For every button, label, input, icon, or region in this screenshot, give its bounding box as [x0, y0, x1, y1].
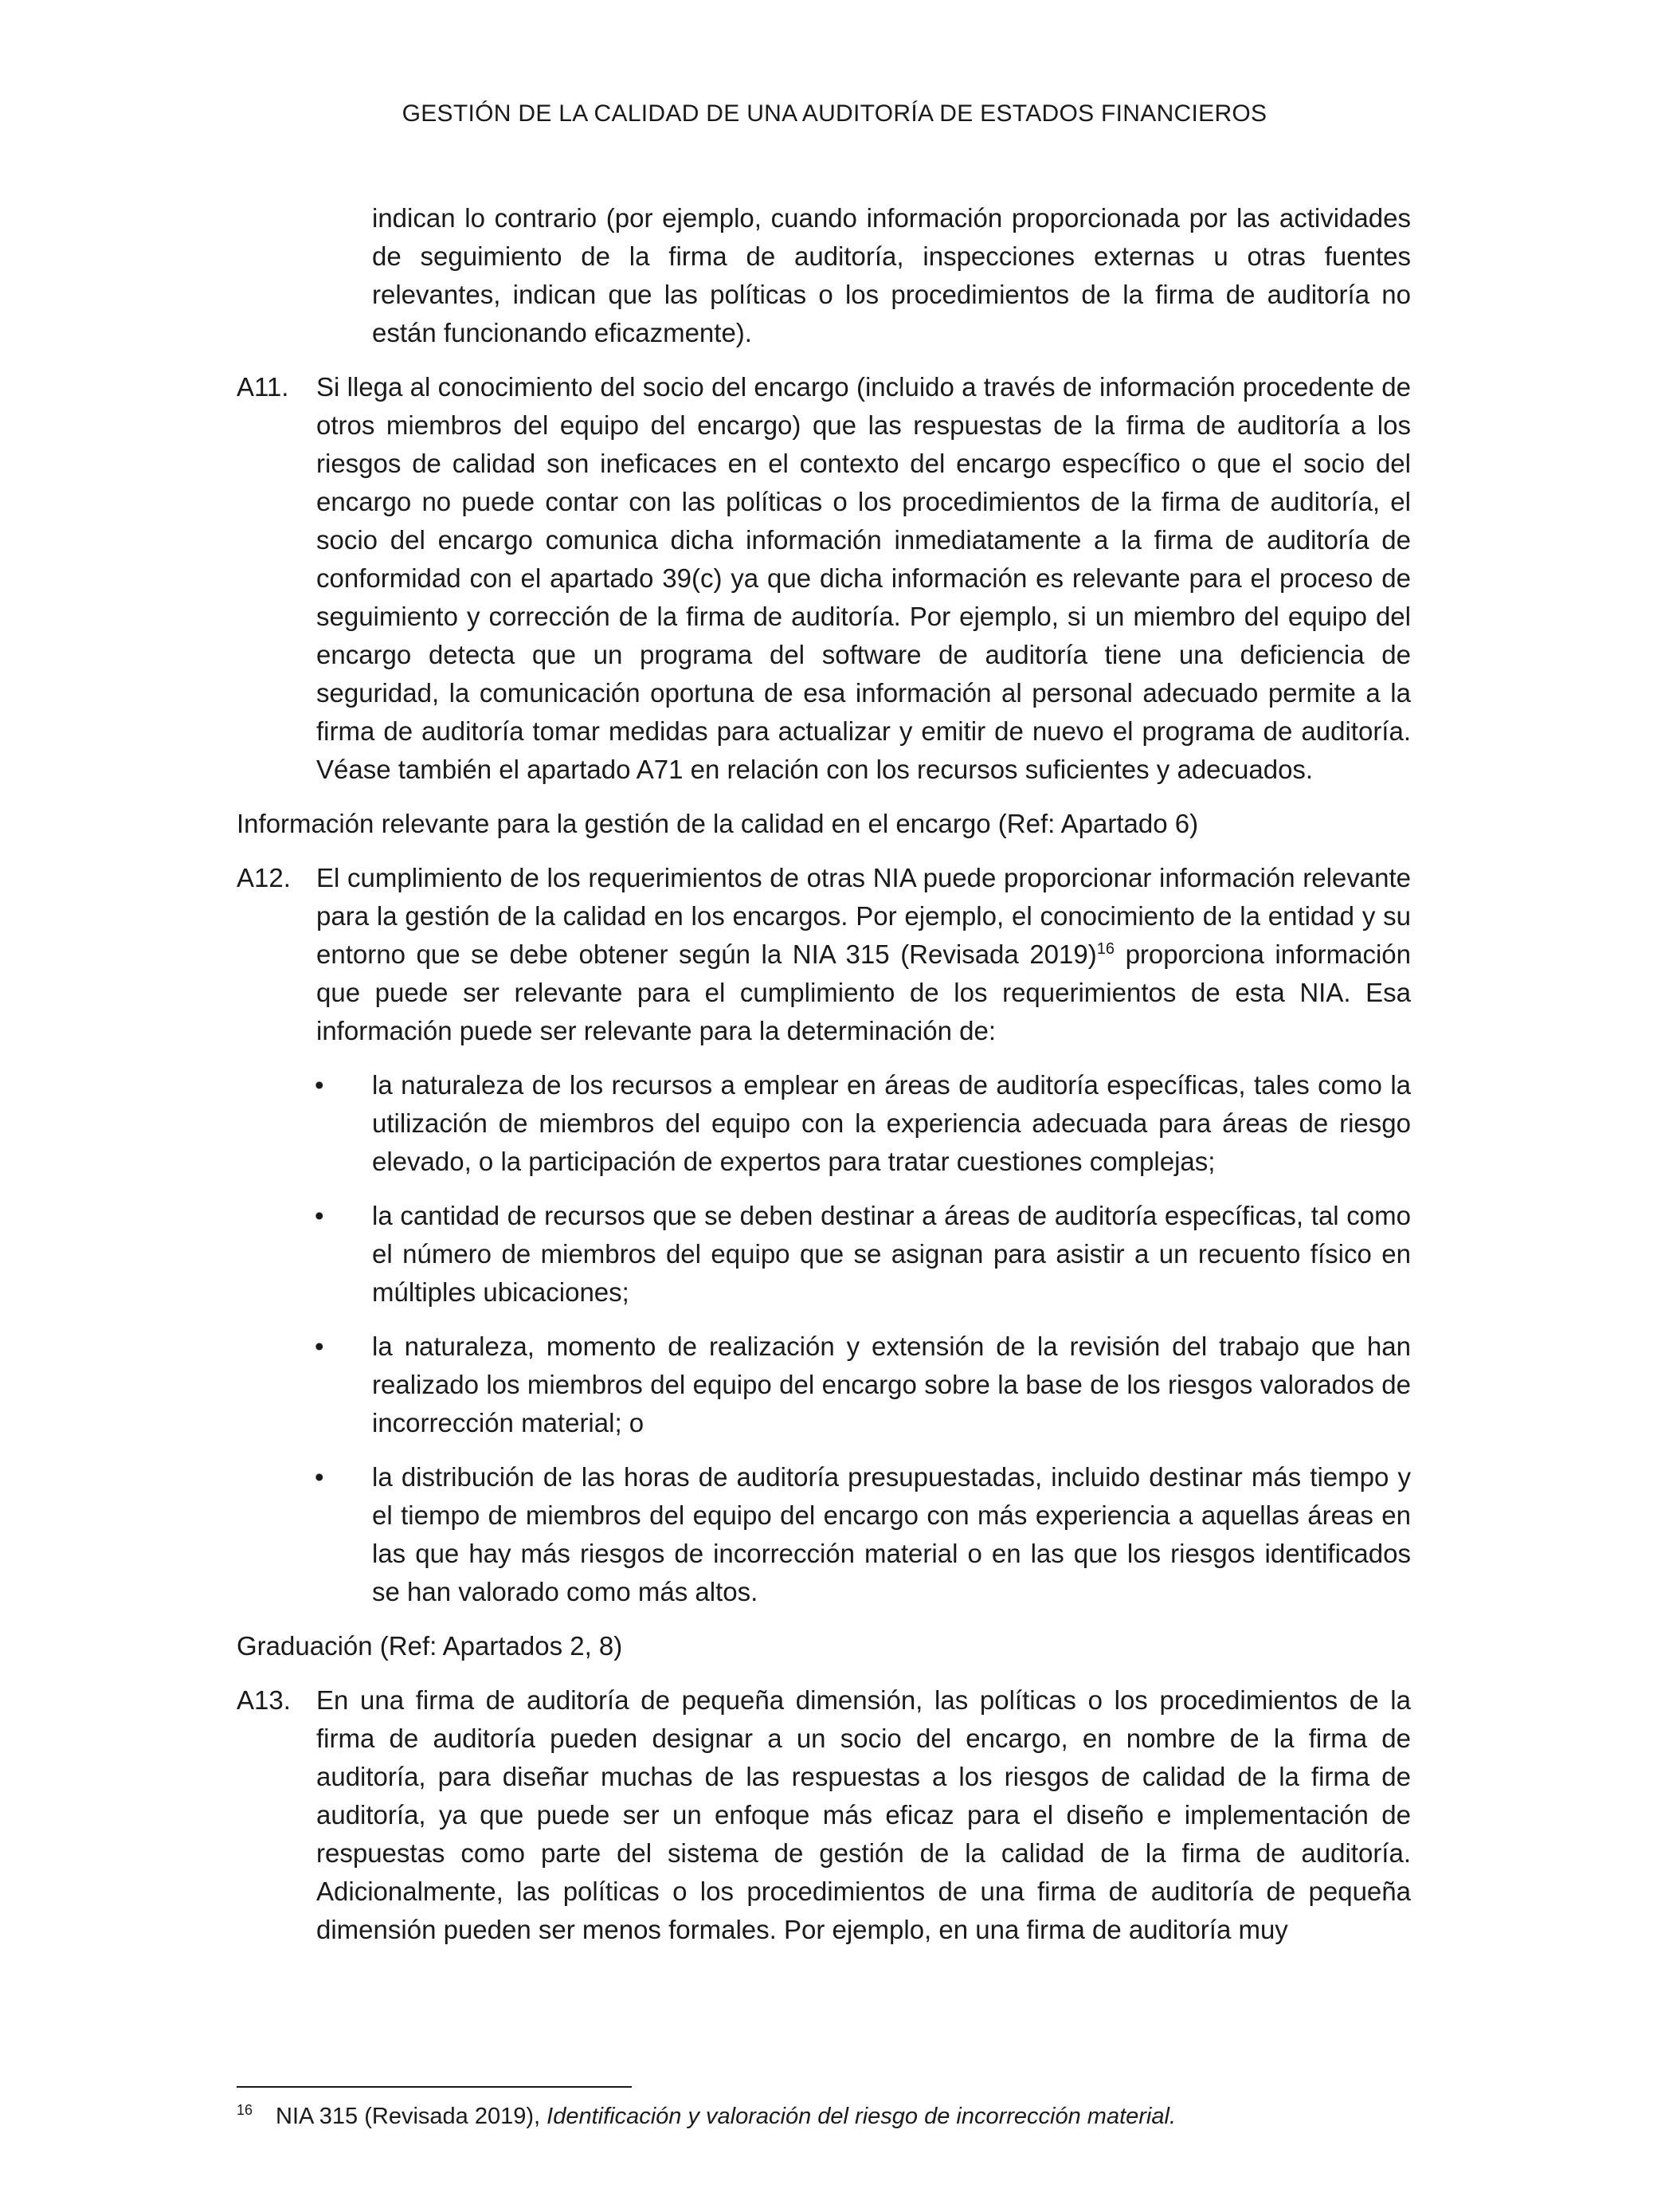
footnote-text: NIA 315 (Revisada 2019),	[276, 2104, 541, 2129]
footnote: 16 NIA 315 (Revisada 2019), Identificación y valoración del riesgo de incorrección material.	[237, 2102, 1176, 2129]
bullet-icon: •	[315, 1070, 324, 1100]
paragraph-number: A12.	[237, 863, 291, 892]
paragraph-number: A11.	[237, 372, 289, 402]
continued-paragraph: indican lo contrario (por ejemplo, cuando información proporcionada por las actividades de seguimiento de la firma de auditoría, inspecciones externas u otras fuentes relevantes, indican que las políticas o los procedimientos de la firma de auditoría no están funcionando eficazmente).	[372, 203, 1411, 347]
body-content	[237, 199, 1411, 1965]
paragraph-text: En una firma de auditoría de pequeña dimensión, las políticas o los procedimientos de la firma de auditoría pueden designar a un socio del encargo, en nombre de la firma de auditoría, para diseñar muchas de las respuestas a los riesgos de calidad de la firma de auditoría, ya que puede ser un enfoque más eficaz para el diseño e implementación de respuestas como parte del sistema de gestión de la calidad de la firma de auditoría. Adicionalmente, las políticas o los procedimientos de una firma de auditoría de pequeña dimensión pueden ser menos formales. Por ejemplo, en una firma de auditoría muy	[316, 1685, 1411, 1944]
bullet-list	[237, 1066, 1411, 1611]
subheading-scalability: Graduación (Ref: Apartados 2, 8)	[237, 1631, 623, 1661]
paragraph-a13	[237, 1681, 1411, 1949]
list-item: • la naturaleza de los recursos a emplear en áreas de auditoría específicas, tales como la utilización de miembros del equipo con la experiencia adecuada para áreas de riesgo elevado, o la participación de expertos para tratar cuestiones complejas;	[372, 1066, 1411, 1181]
paragraph-text: Si llega al conocimiento del socio del encargo (incluido a través de información procedente de otros miembros del equipo del encargo) que las respuestas de la firma de auditoría a los riesgos de calidad son ineficaces en el contexto del encargo específico o que el socio del encargo no puede contar con las políticas o los procedimientos de la firma de auditoría, el socio del encargo comunica dicha información inmediatamente a la firma de auditoría de conformidad con el apartado 39(c) ya que dicha información es relevante para el proceso de seguimiento y corrección de la firma de auditoría. Por ejemplo, si un miembro del equipo del encargo detecta que un programa del software de auditoría tiene una deficiencia de seguridad, la comunicación oportuna de esa información al personal adecuado permite a la firma de auditoría tomar medidas para actualizar y emitir de nuevo el programa de auditoría. Véase también el apartado A71 en relación con los recursos suficientes y adecuados.	[316, 372, 1411, 784]
paragraph-a11	[237, 368, 1411, 789]
paragraph-text-part2: proporciona información que puede ser relevante para el cumplimiento de los requerimientos de esta NIA. Esa información puede ser relevante para la determinación de:	[316, 939, 1411, 1045]
paragraph-number: A13.	[237, 1685, 291, 1715]
footnote-reference[interactable]: 16	[1096, 940, 1115, 958]
bullet-icon: •	[315, 1201, 324, 1230]
running-header: GESTIÓN DE LA CALIDAD DE UNA AUDITORÍA DE ESTADOS FINANCIEROS	[402, 100, 1267, 127]
subheading-quality-information: Información relevante para la gestión de la calidad en el encargo (Ref: Apartado 6)	[237, 809, 1199, 838]
list-item: • la cantidad de recursos que se deben destinar a áreas de auditoría específicas, tal como el número de miembros del equipo que se asignan para asistir a un recuento físico en múltiples ubicaciones;	[372, 1197, 1411, 1312]
paragraph-a12	[237, 859, 1411, 1050]
list-item: • la distribución de las horas de auditoría presupuestadas, incluido destinar más tiempo y el tiempo de miembros del equipo del encargo con más experiencia a aquellas áreas en las que hay más riesgos de incorrección material o en las que los riesgos identificados se han valorado como más altos.	[372, 1458, 1411, 1611]
paragraph-text-part1: El cumplimiento de los requerimientos de otras NIA puede proporcionar información relevante para la gestión de la calidad en los encargos. Por ejemplo, el conocimiento de la entidad y su entorno que se debe obtener según la NIA 315 (Revisada 2019)	[316, 863, 1411, 969]
bullet-icon: •	[315, 1332, 324, 1361]
footnote-title: Identificación y valoración del riesgo de incorrección material.	[547, 2104, 1176, 2129]
footnote-separator	[237, 2086, 632, 2088]
bullet-icon: •	[315, 1462, 324, 1492]
list-item: • la naturaleza, momento de realización y extensión de la revisión del trabajo que han realizado los miembros del equipo del encargo sobre la base de los riesgos valorados de incorrección material; o	[372, 1328, 1411, 1442]
